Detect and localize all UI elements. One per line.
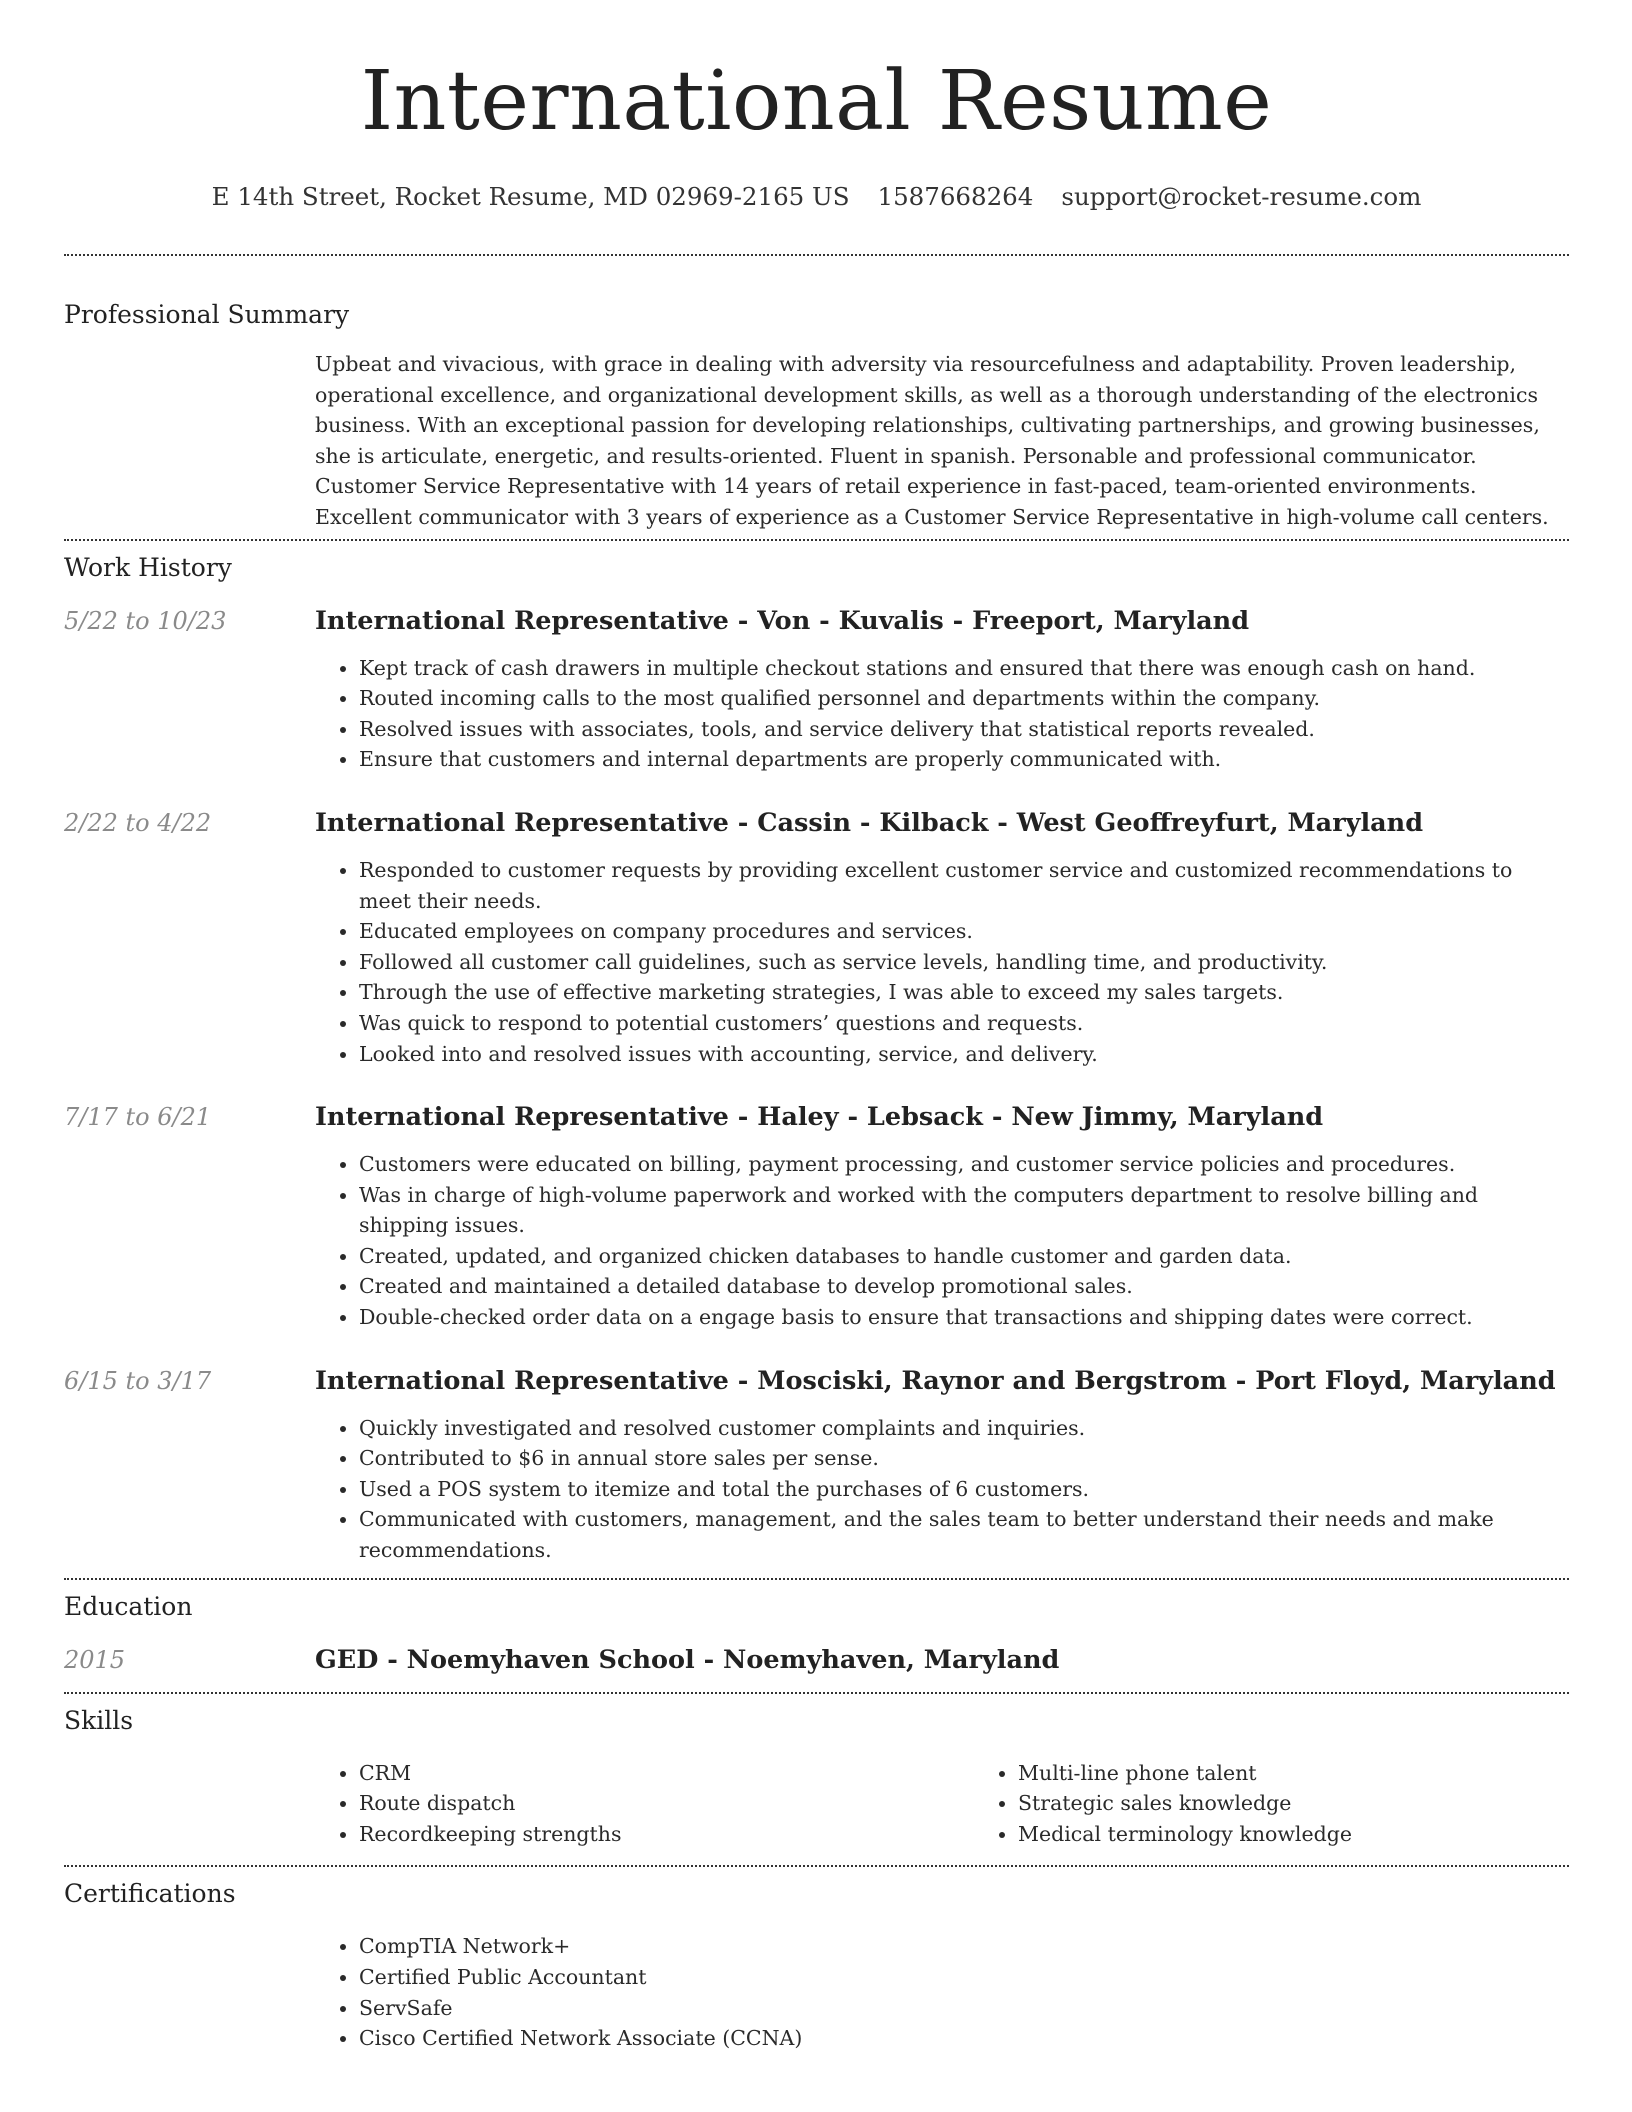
list-item: • Educated employees on company procedures and services. <box>359 916 1569 947</box>
list-item: • Communicated with customers, management, and the sales team to better understand their needs and make recommendations. <box>359 1504 1569 1565</box>
list-item: • Was quick to respond to potential customers’ questions and requests. <box>359 1008 1569 1039</box>
job-entry <box>64 605 1569 775</box>
skills-list-left <box>315 1758 974 1850</box>
list-item: • Contributed to $6 in annual store sales per sense. <box>359 1443 1569 1474</box>
job-entry <box>64 1101 1569 1333</box>
education-title: GED - Noemyhaven School - Noemyhaven, Maryland <box>315 1644 1060 1675</box>
certification-item: • Cisco Certified Network Associate (CCNA) <box>359 2023 1569 2054</box>
list-item: • Responded to customer requests by providing excellent customer service and customized recommendations to meet their needs. <box>359 855 1569 916</box>
work-history-heading: Work History <box>64 552 232 582</box>
list-item: • Created, updated, and organized chicken databases to handle customer and garden data. <box>359 1241 1569 1272</box>
divider <box>64 1578 1569 1580</box>
education-section <box>64 1590 1569 1676</box>
divider <box>64 1865 1569 1867</box>
skill-item: • Recordkeeping strengths <box>359 1819 974 1850</box>
skills-section <box>64 1704 1569 1850</box>
job-entry <box>64 1365 1569 1566</box>
job-title: International Representative - Von - Kuvalis - Freeport, Maryland <box>315 605 1250 636</box>
job-dates: 5/22 to 10/23 <box>64 606 227 635</box>
job-dates: 2/22 to 4/22 <box>64 808 212 837</box>
divider <box>64 539 1569 541</box>
summary-heading: Professional Summary <box>64 300 350 329</box>
list-item: • Quickly investigated and resolved customer complaints and inquiries. <box>359 1413 1569 1444</box>
skills-list-right <box>974 1758 1632 1850</box>
skill-item: • CRM <box>359 1758 974 1789</box>
list-item: • Followed all customer call guidelines, such as service levels, handling time, and productivity. <box>359 947 1569 978</box>
job-bullets <box>315 1413 1569 1566</box>
contact-line <box>64 180 1569 214</box>
job-entry <box>64 807 1569 1069</box>
certification-item: • CompTIA Network+ <box>359 1931 1569 1962</box>
education-entry <box>64 1644 1569 1676</box>
job-title: International Representative - Mosciski, Raynor and Bergstrom - Port Floyd, Maryland <box>315 1365 1556 1396</box>
job-title: International Representative - Cassin - Kilback - West Geoffreyfurt, Maryland <box>315 807 1424 838</box>
job-dates: 6/15 to 3/17 <box>64 1366 212 1395</box>
certifications-list <box>315 1931 1569 2053</box>
summary-text: Upbeat and vivacious, with grace in dealing with adversity via resourcefulness and adaptability. Proven leadership, operational excellence, and organizational development skills, as well as a thorough understanding of the electronics business. With an exceptional passion for developing relationships, cultivating partnerships, and growing businesses, she is articulate, energetic, and results-oriented. Fluent in spanish. Personable and professional communicator. Customer Service Representative with 14 years of retail experience in fast-paced, team-oriented environments. Excellent communicator with 3 years of experience as a Customer Service Representative in high-volume call centers. <box>315 352 1549 529</box>
skill-item: • Multi-line phone talent <box>1018 1758 1632 1789</box>
education-heading: Education <box>64 1591 193 1621</box>
list-item: • Resolved issues with associates, tools, and service delivery that statistical reports revealed. <box>359 714 1569 745</box>
skills-heading: Skills <box>64 1705 134 1735</box>
education-year: 2015 <box>64 1645 126 1674</box>
list-item: • Used a POS system to itemize and total the purchases of 6 customers. <box>359 1474 1569 1505</box>
skill-item: • Medical terminology knowledge <box>1018 1819 1632 1850</box>
contact-email: support@rocket-resume.com <box>1061 182 1422 211</box>
job-bullets <box>315 653 1569 775</box>
list-item: • Created and maintained a detailed database to develop promotional sales. <box>359 1271 1569 1302</box>
certifications-heading: Certifications <box>64 1879 236 1909</box>
list-item: • Double-checked order data on a engage basis to ensure that transactions and shipping dates were correct. <box>359 1302 1569 1333</box>
contact-phone: 1587668264 <box>877 182 1034 211</box>
work-history-section <box>64 551 1569 1566</box>
skill-item: • Route dispatch <box>359 1788 974 1819</box>
resume-page <box>64 0 1569 2054</box>
skill-item: • Strategic sales knowledge <box>1018 1788 1632 1819</box>
divider <box>64 254 1569 256</box>
certification-item: • Certified Public Accountant <box>359 1962 1569 1993</box>
list-item: • Kept track of cash drawers in multiple checkout stations and ensured that there was enough cash on hand. <box>359 653 1569 684</box>
divider <box>64 1692 1569 1694</box>
contact-address: E 14th Street, Rocket Resume, MD 02969-2165 US <box>211 182 850 211</box>
list-item: • Customers were educated on billing, payment processing, and customer service policies and procedures. <box>359 1149 1569 1180</box>
list-item: • Routed incoming calls to the most qualified personnel and departments within the company. <box>359 683 1569 714</box>
job-title: International Representative - Haley - Lebsack - New Jimmy, Maryland <box>315 1102 1324 1133</box>
job-bullets <box>315 1149 1569 1333</box>
job-dates: 7/17 to 6/21 <box>64 1103 212 1132</box>
certification-item: • ServSafe <box>359 1993 1569 2024</box>
summary-section <box>64 298 1569 533</box>
resume-name: International Resume <box>360 54 1273 149</box>
certifications-section <box>64 1877 1569 2053</box>
list-item: • Looked into and resolved issues with accounting, service, and delivery. <box>359 1039 1569 1070</box>
list-item: • Through the use of effective marketing strategies, I was able to exceed my sales targets. <box>359 977 1569 1008</box>
list-item: • Ensure that customers and internal departments are properly communicated with. <box>359 744 1569 775</box>
job-bullets <box>315 855 1569 1069</box>
list-item: • Was in charge of high-volume paperwork and worked with the computers department to resolve billing and shipping issues. <box>359 1180 1569 1241</box>
